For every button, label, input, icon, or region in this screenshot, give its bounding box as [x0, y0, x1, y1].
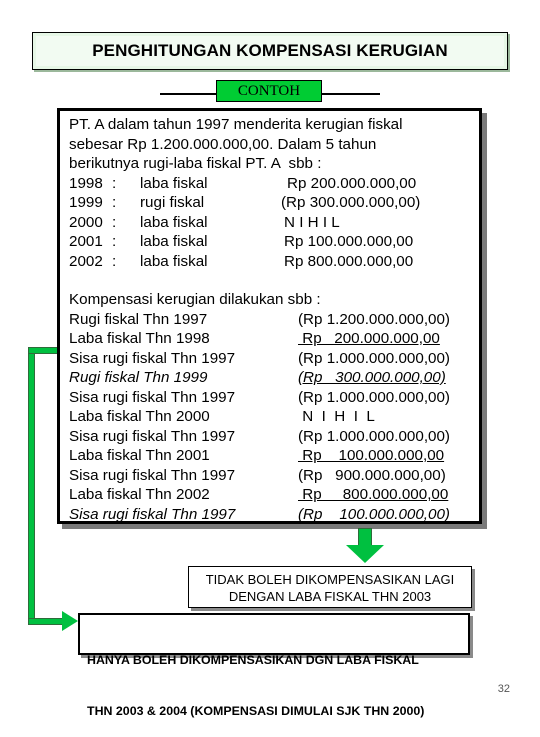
page-number: 32: [497, 683, 510, 695]
year-cell: 1998: [69, 174, 103, 192]
contoh-tab: [216, 80, 322, 102]
comp-amount: Rp 200.000.000,00: [298, 330, 440, 347]
example-box: [57, 108, 482, 524]
year-cell: 2001: [69, 233, 103, 250]
amount-cell: Rp 800.000.000,00: [284, 252, 414, 270]
connector-vertical: [28, 347, 35, 625]
desc-cell: laba fiskal: [140, 174, 208, 192]
arrow-down-head: [346, 545, 384, 563]
comp-amount: (Rp 1.000.000.000,00): [298, 427, 450, 445]
comp-amount: (Rp 100.000.000,00): [298, 505, 450, 523]
comp-label: Laba fiskal Thn 2001: [69, 447, 210, 464]
sep-cell: :: [112, 252, 117, 270]
comp-amount: (Rp 300.000.000,00): [298, 369, 446, 386]
desc-cell: laba fiskal: [140, 213, 208, 231]
connector-top: [28, 347, 60, 354]
amount-cell: Rp 100.000.000,00: [284, 233, 414, 250]
contoh-label: CONTOH: [237, 82, 301, 99]
note-line: THN 2003 & 2004 (KOMPENSASI DIMULAI SJK THN 2000): [87, 704, 425, 718]
year-cell: 2002: [69, 252, 103, 270]
comp-amount: N I H I L: [298, 408, 375, 425]
comp-label: Rugi fiskal Thn 1997: [69, 310, 208, 328]
comp-amount: (Rp 1.000.000.000,00): [298, 349, 450, 367]
desc-cell: laba fiskal: [140, 233, 208, 250]
comp-label: Rugi fiskal Thn 1999: [69, 369, 208, 386]
comp-label: Sisa rugi fiskal Thn 1997: [69, 505, 236, 523]
title-banner: [32, 32, 508, 70]
comp-amount: (Rp 900.000.000,00): [298, 466, 446, 484]
comp-amount: Rp 800.000.000,00: [298, 486, 449, 503]
intro-line: PT. A dalam tahun 1997 menderita kerugian fiskal: [69, 116, 403, 133]
amount-cell: Rp 200.000.000,00: [287, 174, 417, 192]
comp-label: Sisa rugi fiskal Thn 1997: [69, 427, 236, 445]
note-compensation-allowed: [78, 613, 470, 718]
sep-cell: :: [112, 233, 117, 250]
comp-amount: Rp 100.000.000,00: [298, 447, 445, 464]
comp-label: Laba fiskal Thn 2002: [69, 486, 210, 503]
note-line: TIDAK BOLEH DIKOMPENSASIKAN LAGI: [205, 572, 455, 587]
page-title: PENGHITUNGAN KOMPENSASI KERUGIAN: [92, 41, 448, 60]
sep-cell: :: [112, 213, 117, 231]
year-cell: 2000: [69, 213, 103, 231]
note-no-compensation: [188, 566, 472, 608]
note-line: HANYA BOLEH DIKOMPENSASIKAN DGN LABA FISKAL: [87, 653, 419, 667]
comp-label: Laba fiskal Thn 1998: [69, 330, 210, 347]
compensation-heading: Kompensasi kerugian dilakukan sbb :: [69, 291, 321, 308]
comp-label: Sisa rugi fiskal Thn 1997: [69, 466, 236, 484]
arrow-down-icon: [358, 528, 372, 546]
intro-line: sebesar Rp 1.200.000.000,00. Dalam 5 tahun: [69, 135, 377, 153]
comp-label: Sisa rugi fiskal Thn 1997: [69, 388, 236, 406]
connector-bottom: [28, 618, 64, 625]
sep-cell: :: [112, 174, 117, 192]
year-cell: 1999: [69, 194, 103, 211]
arrow-right-icon: [62, 611, 78, 631]
amount-cell: (Rp 300.000.000,00): [281, 194, 421, 211]
comp-amount: (Rp 1.000.000.000,00): [298, 388, 450, 406]
comp-amount: (Rp 1.200.000.000,00): [298, 310, 450, 328]
comp-label: Sisa rugi fiskal Thn 1997: [69, 349, 236, 367]
desc-cell: laba fiskal: [140, 252, 208, 270]
amount-cell: N I H I L: [284, 213, 340, 231]
sep-cell: :: [112, 194, 117, 211]
intro-line: berikutnya rugi-laba fiskal PT. A sbb :: [69, 155, 322, 172]
note-line: DENGAN LABA FISKAL THN 2003: [228, 589, 432, 604]
comp-label: Laba fiskal Thn 2000: [69, 408, 210, 425]
desc-cell: rugi fiskal: [140, 194, 205, 211]
